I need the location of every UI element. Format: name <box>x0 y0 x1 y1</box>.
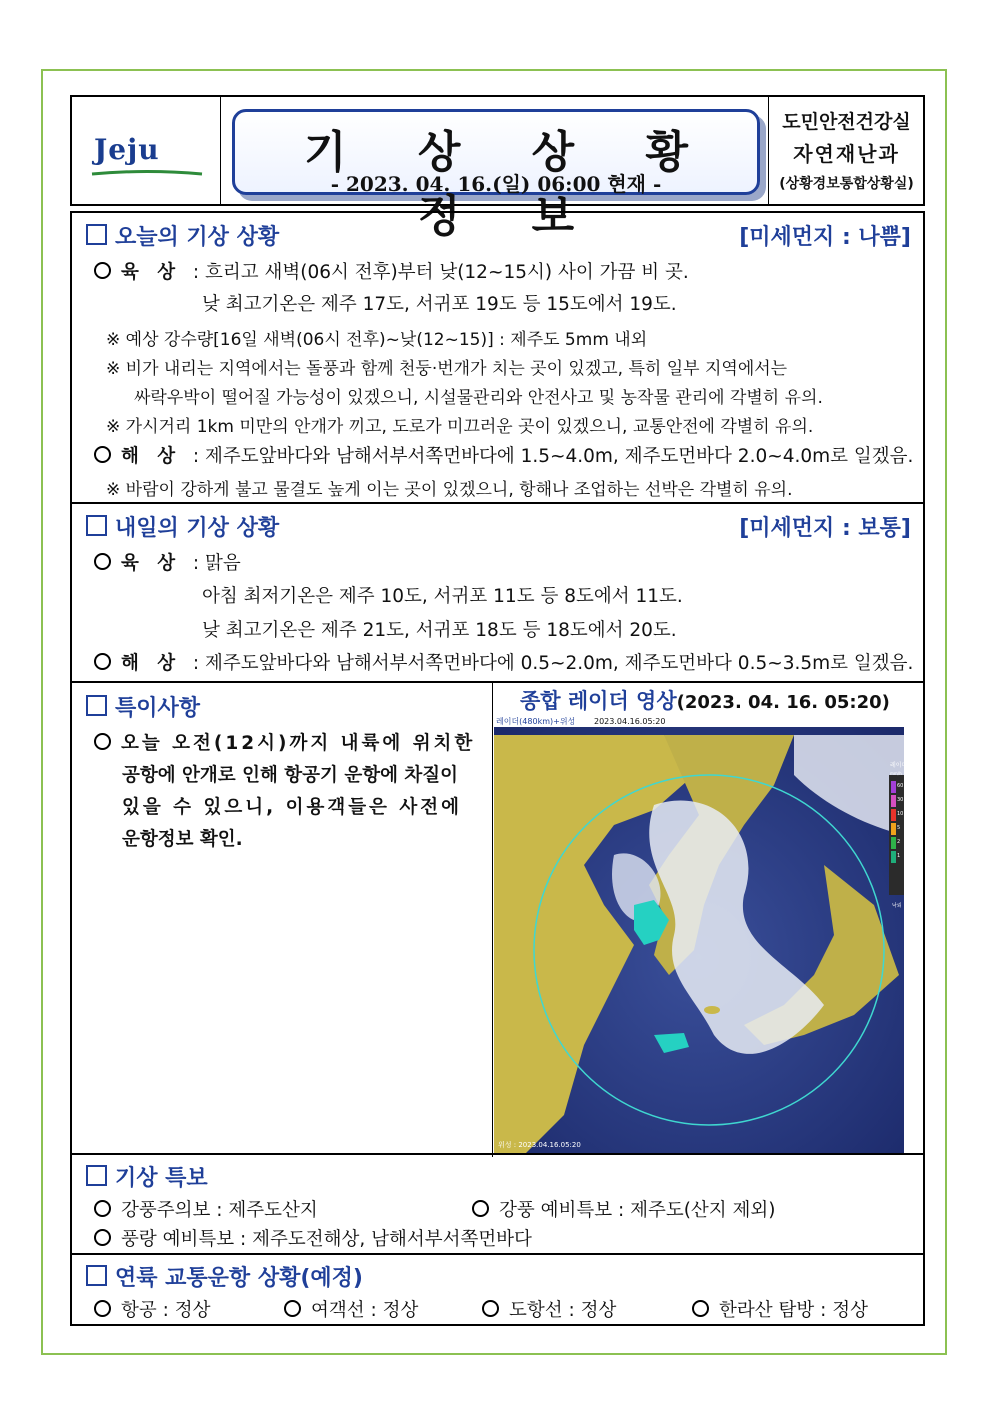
circle-bullet-icon <box>482 1300 499 1317</box>
today-section <box>70 211 925 504</box>
today-note: ※ 예상 강수량[16일 새벽(06시 전후)~낮(12~15)] : 제주도 5mm 내외 <box>106 330 648 350</box>
radar-legend-swatch <box>891 809 896 821</box>
radar-legend-swatch <box>891 795 896 807</box>
org-office: (상황경보통합상황실) <box>779 176 914 192</box>
circle-bullet-icon <box>94 1300 111 1317</box>
today-land-line: 육 상 : 흐리고 새벽(06시 전후)부터 낮(12~15시) 사이 가끔 비 곳. <box>94 258 689 284</box>
title-box <box>232 109 760 242</box>
today-note: 싸락우박이 떨어질 가능성이 있겠으니, 시설물관리와 안전사고 및 농작물 관리에 각별히 유의. <box>134 388 823 408</box>
today-dust-status: [미세먼지 : 나쁨] <box>739 225 911 250</box>
circle-bullet-icon <box>472 1200 489 1217</box>
radar-caption: 레이더(480km)+위성 <box>496 717 576 726</box>
tomorrow-land-line-3: 낮 최고기온은 제주 21도, 서귀포 18도 등 18도에서 20도. <box>202 620 677 641</box>
logo-swoosh-icon <box>92 171 202 177</box>
org-division: 자연재난과 <box>793 142 900 166</box>
tomorrow-land-line-2: 아침 최저기온은 제주 10도, 서귀포 11도 등 8도에서 11도. <box>202 586 683 607</box>
page-title: 기 상 상 황 정 보 <box>304 127 716 242</box>
warning-item: 강풍 예비특보 : 제주도(산지 제외) <box>472 1196 776 1222</box>
tomorrow-section <box>70 502 925 683</box>
circle-bullet-icon <box>692 1300 709 1317</box>
tomorrow-dust-status: [미세먼지 : 보통] <box>739 516 911 541</box>
radar-legend-swatch <box>891 781 896 793</box>
radar-legend-label: 2 <box>897 839 901 845</box>
radar-legend-title: 레이더 <box>890 762 908 769</box>
today-sea-note: ※ 바람이 강하게 불고 물결도 높게 이는 곳이 있겠으니, 항해나 조업하는 선박은 각별히 유의. <box>106 480 793 500</box>
org-cell <box>768 97 924 204</box>
checkbox-icon <box>86 1265 107 1286</box>
special-line: 공항에 안개로 인해 항공기 운항에 차질이 <box>122 765 459 786</box>
jeju-logo: Jeju <box>94 133 160 166</box>
traffic-heading: 연륙 교통운항 상황(예정) <box>86 1261 363 1292</box>
traffic-item: 한라산 탐방 : 정상 <box>692 1296 868 1322</box>
today-note: ※ 가시거리 1km 미만의 안개가 끼고, 도로가 미끄러운 곳이 있겠으니, 교통안전에 각별히 유의. <box>106 417 814 437</box>
radar-legend-label: 60 <box>897 783 904 789</box>
circle-bullet-icon <box>94 262 111 279</box>
today-note: ※ 비가 내리는 지역에서는 돌풍과 함께 천둥·번개가 치는 곳이 있겠고, 특히 일부 지역에서는 <box>106 359 788 379</box>
warning-item: 강풍주의보 : 제주도산지 <box>94 1196 318 1222</box>
special-line: 운항정보 확인. <box>122 829 243 850</box>
traffic-item: 도항선 : 정상 <box>482 1296 616 1322</box>
radar-legend-extra: 낙뢰 <box>892 903 902 909</box>
tomorrow-land-line: 육 상 : 맑음 <box>94 549 241 575</box>
circle-bullet-icon <box>94 1229 111 1246</box>
special-line: 있을 수 있으니, 이용객들은 사전에 <box>122 797 462 818</box>
circle-bullet-icon <box>94 733 111 750</box>
radar-title: 종합 레이더 영상(2023. 04. 16. 05:20) <box>520 689 890 713</box>
radar-legend-swatch <box>891 851 896 863</box>
special-section <box>70 681 925 1155</box>
circle-bullet-icon <box>94 1200 111 1217</box>
special-line: 오늘 오전(12시)까지 내륙에 위치한 <box>94 729 475 755</box>
radar-legend-swatch <box>891 823 896 835</box>
radar-legend-label: 5 <box>897 825 901 831</box>
traffic-item: 항공 : 정상 <box>94 1296 210 1322</box>
tomorrow-sea-line: 해 상 : 제주도앞바다와 남해서부서쪽먼바다에 0.5~2.0m, 제주도먼바다 0.5~3.5m로 일겠음. <box>94 649 913 675</box>
satellite-caption: 위성 : 2023.04.16.05:20 <box>498 1141 581 1149</box>
tomorrow-heading: 내일의 기상 상황 <box>86 511 279 542</box>
radar-legend-label: 10 <box>897 811 904 817</box>
checkbox-icon <box>86 224 107 245</box>
circle-bullet-icon <box>94 553 111 570</box>
special-heading: 특이사항 <box>86 691 200 722</box>
checkbox-icon <box>86 515 107 536</box>
warnings-section <box>70 1153 925 1255</box>
today-sea-line: 해 상 : 제주도앞바다와 남해서부서쪽먼바다에 1.5~4.0m, 제주도먼바다 2.0~4.0m로 일겠음. <box>94 442 913 468</box>
checkbox-icon <box>86 695 107 716</box>
logo-cell <box>72 97 221 204</box>
radar-stamp: 2023.04.16.05:20 <box>594 717 666 726</box>
traffic-section <box>70 1253 925 1326</box>
divider <box>492 683 493 1157</box>
radar-legend-label: 1 <box>897 853 901 859</box>
radar-satellite-image <box>494 715 908 1155</box>
org-department: 도민안전건강실 <box>782 111 911 133</box>
warning-item: 풍랑 예비특보 : 제주도전해상, 남해서부서쪽먼바다 <box>94 1225 532 1251</box>
circle-bullet-icon <box>94 653 111 670</box>
today-heading: 오늘의 기상 상황 <box>86 220 279 251</box>
report-datetime: - 2023. 04. 16.(일) 06:00 현재 - <box>330 172 662 196</box>
warnings-heading: 기상 특보 <box>86 1161 208 1192</box>
radar-legend-swatch <box>891 837 896 849</box>
radar-legend-label: 30 <box>897 797 904 803</box>
checkbox-icon <box>86 1165 107 1186</box>
circle-bullet-icon <box>284 1300 301 1317</box>
traffic-item: 여객선 : 정상 <box>284 1296 418 1322</box>
radar-legend-unit: mm/h <box>890 771 902 776</box>
circle-bullet-icon <box>94 446 111 463</box>
today-land-line-2: 낮 최고기온은 제주 17도, 서귀포 19도 등 15도에서 19도. <box>202 294 677 315</box>
